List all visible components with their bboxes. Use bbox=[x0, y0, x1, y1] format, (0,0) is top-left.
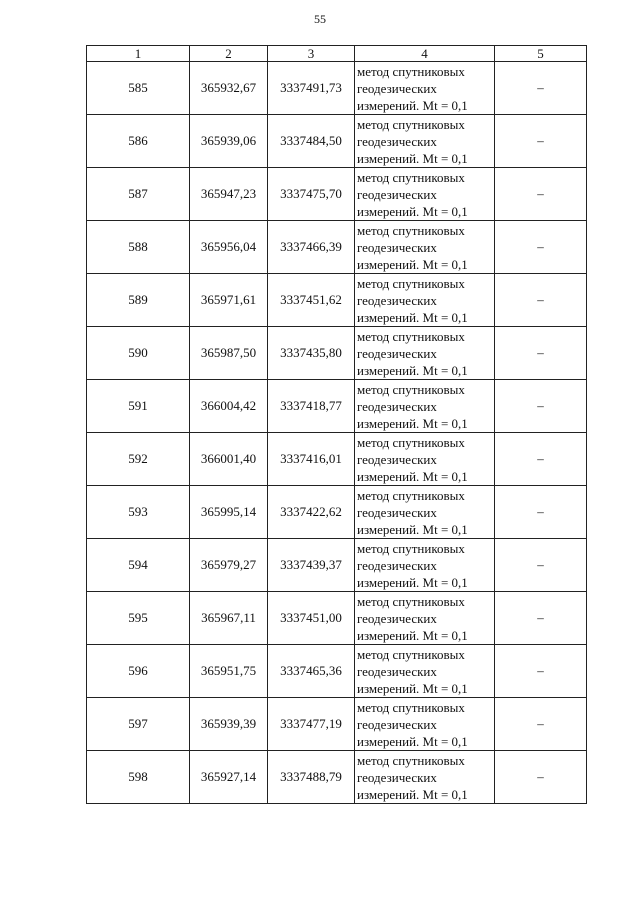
x-coordinate-cell: 366001,40 bbox=[190, 433, 268, 486]
column-header: 3 bbox=[268, 46, 355, 62]
y-coordinate-cell: 3337477,19 bbox=[268, 698, 355, 751]
note-cell: – bbox=[495, 539, 587, 592]
coordinates-table bbox=[86, 45, 587, 804]
note-cell: – bbox=[495, 486, 587, 539]
y-coordinate-cell: 3337422,62 bbox=[268, 486, 355, 539]
method-cell: метод спутниковых геодезических измерений. Mt = 0,1 bbox=[355, 539, 495, 592]
method-cell: метод спутниковых геодезических измерений. Mt = 0,1 bbox=[355, 274, 495, 327]
table-row bbox=[87, 327, 587, 380]
table-row bbox=[87, 274, 587, 327]
y-coordinate-cell: 3337491,73 bbox=[268, 62, 355, 115]
point-number-cell: 585 bbox=[87, 62, 190, 115]
x-coordinate-cell: 365939,06 bbox=[190, 115, 268, 168]
method-cell: метод спутниковых геодезических измерений. Mt = 0,1 bbox=[355, 433, 495, 486]
note-cell: – bbox=[495, 168, 587, 221]
note-cell: – bbox=[495, 751, 587, 804]
method-cell: метод спутниковых геодезических измерений. Mt = 0,1 bbox=[355, 221, 495, 274]
table-row bbox=[87, 115, 587, 168]
table-body bbox=[87, 62, 587, 804]
point-number-cell: 592 bbox=[87, 433, 190, 486]
note-cell: – bbox=[495, 62, 587, 115]
x-coordinate-cell: 365927,14 bbox=[190, 751, 268, 804]
y-coordinate-cell: 3337439,37 bbox=[268, 539, 355, 592]
column-header: 5 bbox=[495, 46, 587, 62]
point-number-cell: 591 bbox=[87, 380, 190, 433]
y-coordinate-cell: 3337475,70 bbox=[268, 168, 355, 221]
note-cell: – bbox=[495, 645, 587, 698]
method-cell: метод спутниковых геодезических измерений. Mt = 0,1 bbox=[355, 751, 495, 804]
table-row bbox=[87, 486, 587, 539]
table-header bbox=[87, 46, 587, 62]
table-row bbox=[87, 751, 587, 804]
y-coordinate-cell: 3337488,79 bbox=[268, 751, 355, 804]
table-row bbox=[87, 168, 587, 221]
y-coordinate-cell: 3337451,62 bbox=[268, 274, 355, 327]
point-number-cell: 598 bbox=[87, 751, 190, 804]
table-row bbox=[87, 592, 587, 645]
point-number-cell: 587 bbox=[87, 168, 190, 221]
y-coordinate-cell: 3337465,36 bbox=[268, 645, 355, 698]
y-coordinate-cell: 3337416,01 bbox=[268, 433, 355, 486]
point-number-cell: 594 bbox=[87, 539, 190, 592]
table-row bbox=[87, 539, 587, 592]
y-coordinate-cell: 3337466,39 bbox=[268, 221, 355, 274]
method-cell: метод спутниковых геодезических измерений. Mt = 0,1 bbox=[355, 645, 495, 698]
x-coordinate-cell: 365951,75 bbox=[190, 645, 268, 698]
note-cell: – bbox=[495, 592, 587, 645]
x-coordinate-cell: 365932,67 bbox=[190, 62, 268, 115]
x-coordinate-cell: 365939,39 bbox=[190, 698, 268, 751]
method-cell: метод спутниковых геодезических измерений. Mt = 0,1 bbox=[355, 327, 495, 380]
note-cell: – bbox=[495, 433, 587, 486]
x-coordinate-cell: 365979,27 bbox=[190, 539, 268, 592]
method-cell: метод спутниковых геодезических измерений. Mt = 0,1 bbox=[355, 698, 495, 751]
x-coordinate-cell: 365967,11 bbox=[190, 592, 268, 645]
x-coordinate-cell: 365956,04 bbox=[190, 221, 268, 274]
point-number-cell: 597 bbox=[87, 698, 190, 751]
point-number-cell: 595 bbox=[87, 592, 190, 645]
x-coordinate-cell: 365947,23 bbox=[190, 168, 268, 221]
table-row bbox=[87, 221, 587, 274]
table-row bbox=[87, 645, 587, 698]
table-row bbox=[87, 433, 587, 486]
note-cell: – bbox=[495, 274, 587, 327]
point-number-cell: 589 bbox=[87, 274, 190, 327]
point-number-cell: 596 bbox=[87, 645, 190, 698]
point-number-cell: 593 bbox=[87, 486, 190, 539]
note-cell: – bbox=[495, 380, 587, 433]
method-cell: метод спутниковых геодезических измерений. Mt = 0,1 bbox=[355, 486, 495, 539]
page-number: 55 bbox=[314, 12, 326, 26]
x-coordinate-cell: 365995,14 bbox=[190, 486, 268, 539]
table-row bbox=[87, 698, 587, 751]
note-cell: – bbox=[495, 221, 587, 274]
method-cell: метод спутниковых геодезических измерений. Mt = 0,1 bbox=[355, 62, 495, 115]
column-header: 1 bbox=[87, 46, 190, 62]
table-row bbox=[87, 62, 587, 115]
column-header: 4 bbox=[355, 46, 495, 62]
point-number-cell: 586 bbox=[87, 115, 190, 168]
note-cell: – bbox=[495, 327, 587, 380]
point-number-cell: 590 bbox=[87, 327, 190, 380]
method-cell: метод спутниковых геодезических измерений. Mt = 0,1 bbox=[355, 380, 495, 433]
x-coordinate-cell: 365987,50 bbox=[190, 327, 268, 380]
method-cell: метод спутниковых геодезических измерений. Mt = 0,1 bbox=[355, 115, 495, 168]
y-coordinate-cell: 3337418,77 bbox=[268, 380, 355, 433]
note-cell: – bbox=[495, 115, 587, 168]
method-cell: метод спутниковых геодезических измерений. Mt = 0,1 bbox=[355, 168, 495, 221]
header-row bbox=[87, 46, 587, 62]
x-coordinate-cell: 365971,61 bbox=[190, 274, 268, 327]
x-coordinate-cell: 366004,42 bbox=[190, 380, 268, 433]
table-row bbox=[87, 380, 587, 433]
y-coordinate-cell: 3337484,50 bbox=[268, 115, 355, 168]
column-header: 2 bbox=[190, 46, 268, 62]
y-coordinate-cell: 3337451,00 bbox=[268, 592, 355, 645]
y-coordinate-cell: 3337435,80 bbox=[268, 327, 355, 380]
method-cell: метод спутниковых геодезических измерений. Mt = 0,1 bbox=[355, 592, 495, 645]
point-number-cell: 588 bbox=[87, 221, 190, 274]
note-cell: – bbox=[495, 698, 587, 751]
